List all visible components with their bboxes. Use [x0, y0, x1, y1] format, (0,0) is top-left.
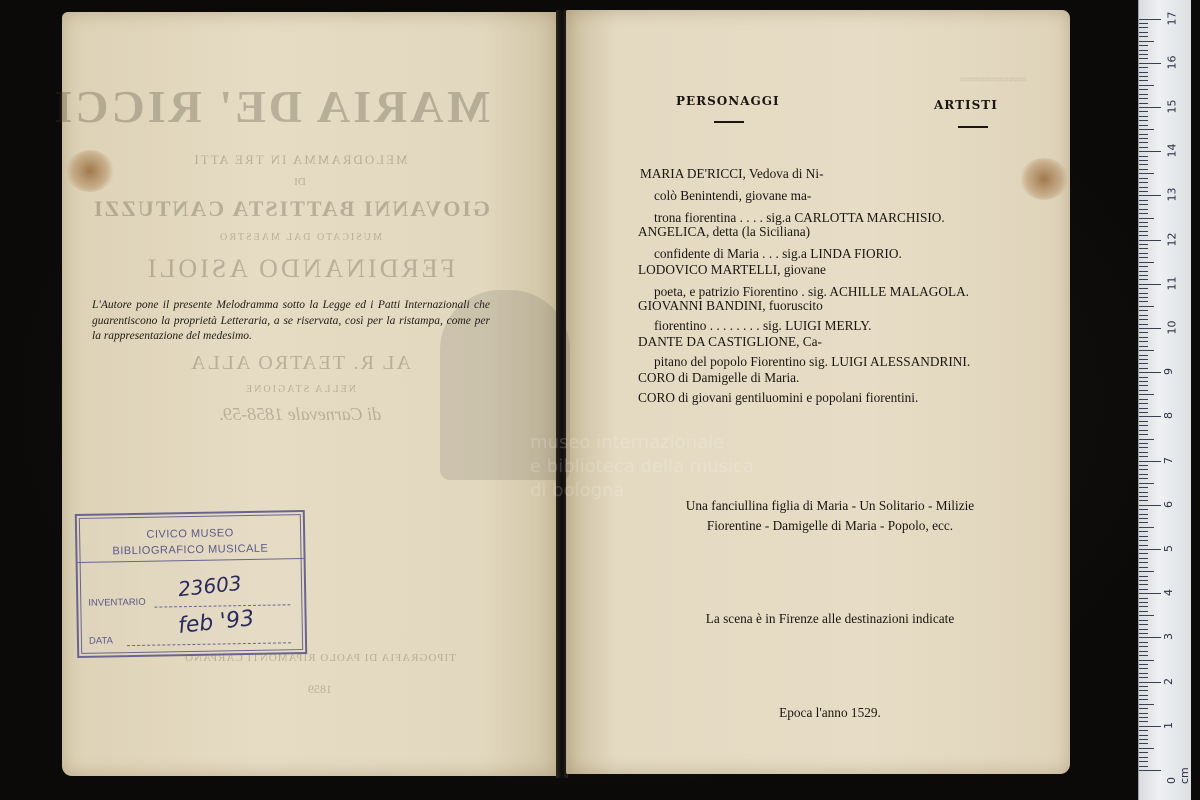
ruler-tick	[1139, 748, 1154, 749]
ruler-tick	[1139, 699, 1148, 700]
handwritten-date: feb '93	[176, 606, 256, 639]
ruler-tick	[1139, 355, 1148, 356]
ruler-tick	[1139, 708, 1148, 709]
ruler-tick	[1139, 156, 1148, 157]
cast-line: fiorentino . . . . . . . . sig. LUIGI MERLY.	[654, 318, 872, 333]
ruler-tick	[1139, 32, 1148, 33]
ruler-tick	[1139, 200, 1148, 201]
header-rule	[714, 121, 744, 123]
handwritten-inventory-number: 23603	[176, 570, 243, 602]
ruler-tick	[1139, 301, 1148, 302]
ruler-tick	[1139, 134, 1148, 135]
ruler-tick	[1139, 50, 1148, 51]
ruler-tick	[1139, 328, 1161, 329]
ruler-tick	[1139, 142, 1148, 143]
ruler-tick	[1139, 191, 1148, 192]
ruler-tick	[1139, 500, 1148, 501]
ruler-tick	[1139, 248, 1148, 249]
ruler-tick	[1139, 629, 1148, 630]
ruler-tick	[1139, 94, 1148, 95]
ruler-tick	[1139, 690, 1148, 691]
ruler-tick	[1139, 505, 1161, 506]
ruler-tick	[1139, 580, 1148, 581]
ruler-tick	[1139, 633, 1148, 634]
ruler-tick	[1139, 350, 1154, 351]
ruler-tick	[1139, 668, 1148, 669]
ruler-tick	[1139, 752, 1148, 753]
ruler-tick	[1139, 385, 1148, 386]
ruler-tick	[1139, 377, 1148, 378]
ruler-tick	[1139, 717, 1148, 718]
ruler-tick	[1139, 222, 1148, 223]
ruler-number: 12	[1165, 232, 1179, 247]
cast-line: confidente di Maria . . . sig.a LINDA FIORIO.	[654, 246, 902, 261]
ruler-tick	[1139, 465, 1148, 466]
cast-line: LODOVICO MARTELLI, giovane	[638, 262, 826, 277]
ruler-tick	[1139, 160, 1148, 161]
ruler-tick	[1139, 695, 1148, 696]
cast-line: DANTE DA CASTIGLIONE, Ca-	[638, 334, 822, 349]
ruler-tick	[1139, 425, 1148, 426]
ruler-number: 3	[1162, 633, 1175, 641]
ruler-tick	[1139, 704, 1154, 705]
watermark-line: museo internazionale	[530, 432, 725, 453]
cast-line: MARIA DE'RICCI, Vedova di Ni-	[640, 166, 824, 181]
bleed-line: FERDINANDO ASIOLI	[144, 254, 456, 283]
ruler-tick	[1139, 266, 1148, 267]
ruler-tick	[1139, 739, 1148, 740]
ruler-number: 4	[1162, 589, 1175, 597]
ruler-tick	[1139, 89, 1148, 90]
ruler-tick	[1139, 226, 1148, 227]
ruler-tick	[1139, 187, 1148, 188]
ruler-tick	[1139, 231, 1148, 232]
ruler-tick	[1139, 682, 1161, 683]
ruler-tick	[1139, 412, 1148, 413]
measurement-ruler	[1138, 0, 1191, 800]
epoch: Epoca l'anno 1529.	[779, 705, 881, 720]
ruler-tick	[1139, 67, 1148, 68]
header-rule	[958, 126, 988, 128]
ruler-tick	[1139, 637, 1161, 638]
ruler-tick	[1139, 677, 1148, 678]
ruler-number: 2	[1162, 677, 1175, 685]
ruler-tick	[1139, 253, 1148, 254]
ruler-tick	[1139, 536, 1148, 537]
ruler-tick	[1139, 461, 1161, 462]
ruler-tick	[1139, 257, 1148, 258]
ruler-tick	[1139, 443, 1148, 444]
ruler-tick	[1139, 421, 1148, 422]
ruler-number: 15	[1165, 99, 1179, 114]
ruler-tick	[1139, 549, 1161, 550]
scene-location: La scena è in Firenze alle destinazioni indicate	[705, 611, 955, 626]
ruler-tick	[1139, 195, 1161, 196]
ruler-tick	[1139, 474, 1148, 475]
ruler-tick	[1139, 478, 1148, 479]
stamp-date-label: DATA	[88, 635, 114, 647]
ruler-tick	[1139, 726, 1161, 727]
ruler-tick	[1139, 315, 1148, 316]
cast-line: colò Benintendi, giovane ma-	[654, 188, 812, 203]
bleed-line: di Carnevale 1858-59.	[218, 404, 382, 424]
ruler-tick	[1139, 293, 1148, 294]
ruler-tick	[1139, 766, 1148, 767]
cast-line: CORO di giovani gentiluomini e popolani fiorentini.	[638, 390, 919, 405]
ruler-tick	[1139, 23, 1148, 24]
ruler-tick	[1139, 434, 1148, 435]
ruler-tick	[1139, 381, 1148, 382]
ruler-tick	[1139, 182, 1148, 183]
ruler-tick	[1139, 138, 1148, 139]
ruler-tick	[1139, 41, 1154, 42]
cast-line: ANGELICA, detta (la Siciliana)	[638, 224, 811, 239]
ruler-number: 7	[1162, 456, 1175, 464]
ruler-tick	[1139, 562, 1148, 563]
ruler-number: 5	[1162, 545, 1175, 552]
ruler-tick	[1139, 567, 1148, 568]
ruler-tick	[1139, 456, 1148, 457]
ruler-tick	[1139, 492, 1148, 493]
ruler-tick	[1139, 743, 1148, 744]
ruler-unit-label: 0 cm	[1165, 767, 1191, 784]
extras-line: Fiorentine - Damigelle di Maria - Popolo, ecc.	[706, 518, 954, 533]
ruler-tick	[1139, 80, 1148, 81]
ruler-tick	[1139, 527, 1154, 528]
ruler-tick	[1139, 363, 1148, 364]
ruler-tick	[1139, 372, 1161, 373]
ruler-tick	[1139, 646, 1148, 647]
ruler-tick	[1139, 275, 1148, 276]
bleed-line: NELLA STAGIONE	[244, 384, 356, 395]
watermark-line: di bologna	[530, 480, 625, 501]
ruler-tick	[1139, 310, 1148, 311]
ruler-tick	[1139, 686, 1148, 687]
ruler-tick	[1139, 164, 1148, 165]
copyright-notice: L'Autore pone il presente Melodramma sotto la Legge ed i Patti Internazionali che guarentiscono la proprietà Letteraria, a se riservata, così per la ristampa, come per la rappresentazione del medesimo.	[92, 299, 490, 342]
extras-line: Una fanciullina figlia di Maria - Un Solitario - Milizie	[685, 498, 975, 513]
ruler-tick	[1139, 452, 1148, 453]
cast-line: poeta, e patrizio Fiorentino . sig. ACHILLE MALAGOLA.	[654, 284, 970, 299]
ruler-tick	[1139, 761, 1148, 762]
ruler-tick	[1139, 262, 1154, 263]
ruler-tick	[1139, 288, 1148, 289]
ruler-tick	[1139, 553, 1148, 554]
ruler-tick	[1139, 390, 1148, 391]
header-artisti: ARTISTI	[934, 98, 998, 112]
ruler-tick	[1139, 279, 1148, 280]
ruler-tick	[1139, 125, 1148, 126]
ruler-tick	[1139, 319, 1148, 320]
stamp-inventory-line	[154, 604, 290, 607]
ruler-tick	[1139, 606, 1148, 607]
ruler-tick	[1139, 439, 1154, 440]
stamp-inventory-label: INVENTARIO	[88, 596, 146, 609]
ruler-number: 14	[1165, 143, 1179, 158]
ruler-tick	[1139, 54, 1148, 55]
ruler-tick	[1139, 173, 1154, 174]
ruler-tick	[1139, 72, 1148, 73]
ruler-tick	[1139, 178, 1148, 179]
header-personaggi: PERSONAGGI	[676, 94, 780, 108]
ruler-tick	[1139, 235, 1148, 236]
ruler-tick	[1139, 611, 1148, 612]
cast-line: CORO di Damigelle di Maria.	[638, 370, 800, 385]
ruler-tick	[1139, 514, 1148, 515]
ruler-tick	[1139, 120, 1148, 121]
ruler-tick	[1139, 721, 1148, 722]
ruler-tick	[1139, 584, 1148, 585]
ruler-tick	[1139, 213, 1148, 214]
ruler-tick	[1139, 531, 1148, 532]
ruler-tick	[1139, 368, 1148, 369]
ruler-tick	[1139, 447, 1148, 448]
cast-line: pitano del popolo Fiorentino sig. LUIGI ALESSANDRINI.	[654, 354, 971, 369]
ruler-tick	[1139, 660, 1154, 661]
ruler-tick	[1139, 151, 1161, 152]
ruler-tick	[1139, 757, 1148, 758]
bleed-footer: TIPOGRAFIA DI PAOLO RIPAMONTI CARPANO	[184, 652, 456, 664]
ruler-tick	[1139, 271, 1148, 272]
ruler-tick	[1139, 19, 1161, 20]
ruler-tick	[1139, 576, 1148, 577]
ruler-tick	[1139, 598, 1148, 599]
ruler-tick	[1139, 297, 1148, 298]
ruler-tick	[1139, 346, 1148, 347]
ruler-tick	[1139, 540, 1148, 541]
watermark-line: e biblioteca della musica	[530, 456, 754, 477]
ruler-tick	[1139, 218, 1154, 219]
bleed-line: MELODRAMMA IN TRE ATTI	[192, 152, 408, 167]
ruler-tick	[1139, 403, 1148, 404]
ruler-number: 11	[1165, 276, 1179, 291]
foxing-stain	[1020, 158, 1068, 200]
ruler-number: 6	[1162, 500, 1175, 508]
ruler-number: 8	[1162, 412, 1175, 420]
ruler-tick	[1139, 129, 1154, 130]
cast-line: trona fiorentina . . . . sig.a CARLOTTA MARCHISIO.	[654, 210, 945, 225]
ruler-tick	[1139, 63, 1161, 64]
ruler-tick	[1139, 284, 1161, 285]
ruler-tick	[1139, 332, 1148, 333]
ruler-tick	[1139, 469, 1148, 470]
ruler-tick	[1139, 116, 1148, 117]
ruler-tick	[1139, 416, 1161, 417]
ruler-tick	[1139, 244, 1148, 245]
ruler-tick	[1139, 483, 1154, 484]
ruler-number: 13	[1165, 187, 1179, 202]
ruler-tick	[1139, 36, 1148, 37]
foxing-stain	[66, 150, 114, 192]
ruler-tick	[1139, 593, 1161, 594]
ruler-tick	[1139, 620, 1148, 621]
ruler-tick	[1139, 558, 1148, 559]
ruler-number: 1	[1162, 721, 1175, 729]
ruler-tick	[1139, 735, 1148, 736]
stamp-date-line	[127, 642, 291, 646]
ruler-tick	[1139, 169, 1148, 170]
bleed-line: AL R. TEATRO ALLA	[189, 352, 411, 374]
ruler-tick	[1139, 45, 1148, 46]
ruler-tick	[1139, 487, 1148, 488]
ruler-tick	[1139, 240, 1161, 241]
ruler-tick	[1139, 204, 1148, 205]
ruler-tick	[1139, 408, 1148, 409]
ruler-tick	[1139, 58, 1148, 59]
ruler-number: 10	[1165, 320, 1179, 335]
ruler-tick	[1139, 713, 1148, 714]
bleed-through-text: ≈≈≈≈≈≈≈≈≈≈≈	[960, 74, 1027, 86]
ruler-tick	[1139, 399, 1148, 400]
ruler-tick	[1139, 571, 1154, 572]
ruler-tick	[1139, 27, 1148, 28]
bleed-line: DI	[294, 176, 306, 188]
ruler-tick	[1139, 770, 1161, 771]
ruler-tick	[1139, 730, 1148, 731]
ruler-tick	[1139, 545, 1148, 546]
ruler-number: 17	[1165, 11, 1179, 26]
ruler-tick	[1139, 107, 1161, 108]
bleed-title: MARIA DE' RICCI	[51, 81, 490, 132]
ruler-tick	[1139, 85, 1154, 86]
ruler-tick	[1139, 496, 1148, 497]
ruler-tick	[1139, 509, 1148, 510]
ruler-tick	[1139, 337, 1148, 338]
ruler-tick	[1139, 589, 1148, 590]
ruler-tick	[1139, 359, 1148, 360]
ruler-tick	[1139, 103, 1148, 104]
ruler-tick	[1139, 624, 1148, 625]
ruler-tick	[1139, 673, 1148, 674]
bleed-line: GIOVANNI BATTISTA CANTUZZI	[92, 196, 490, 221]
ruler-number: 9	[1162, 368, 1175, 376]
ruler-tick	[1139, 209, 1148, 210]
ruler-tick	[1139, 642, 1148, 643]
cast-line: GIOVANNI BANDINI, fuoruscito	[638, 298, 823, 313]
ruler-tick	[1139, 664, 1148, 665]
bleed-line: MUSICATO DAL MAESTRO	[218, 232, 382, 243]
ruler-tick	[1139, 615, 1154, 616]
stamp-line2: BIBLIOGRAFICO MUSICALE	[77, 542, 303, 563]
ruler-tick	[1139, 518, 1148, 519]
ruler-tick	[1139, 111, 1148, 112]
ruler-tick	[1139, 602, 1148, 603]
ruler-tick	[1139, 655, 1148, 656]
ruler-number: 16	[1165, 55, 1179, 70]
ruler-tick	[1139, 394, 1154, 395]
ruler-tick	[1139, 651, 1148, 652]
bleed-footer: 1859	[308, 682, 332, 696]
ruler-tick	[1139, 522, 1148, 523]
ruler-tick	[1139, 341, 1148, 342]
ruler-tick	[1139, 147, 1148, 148]
ruler-tick	[1139, 76, 1148, 77]
stamp-line1: CIVICO MUSEO	[146, 527, 234, 541]
ruler-tick	[1139, 324, 1148, 325]
ruler-tick	[1139, 306, 1154, 307]
ruler-tick	[1139, 98, 1148, 99]
ruler-tick	[1139, 430, 1148, 431]
